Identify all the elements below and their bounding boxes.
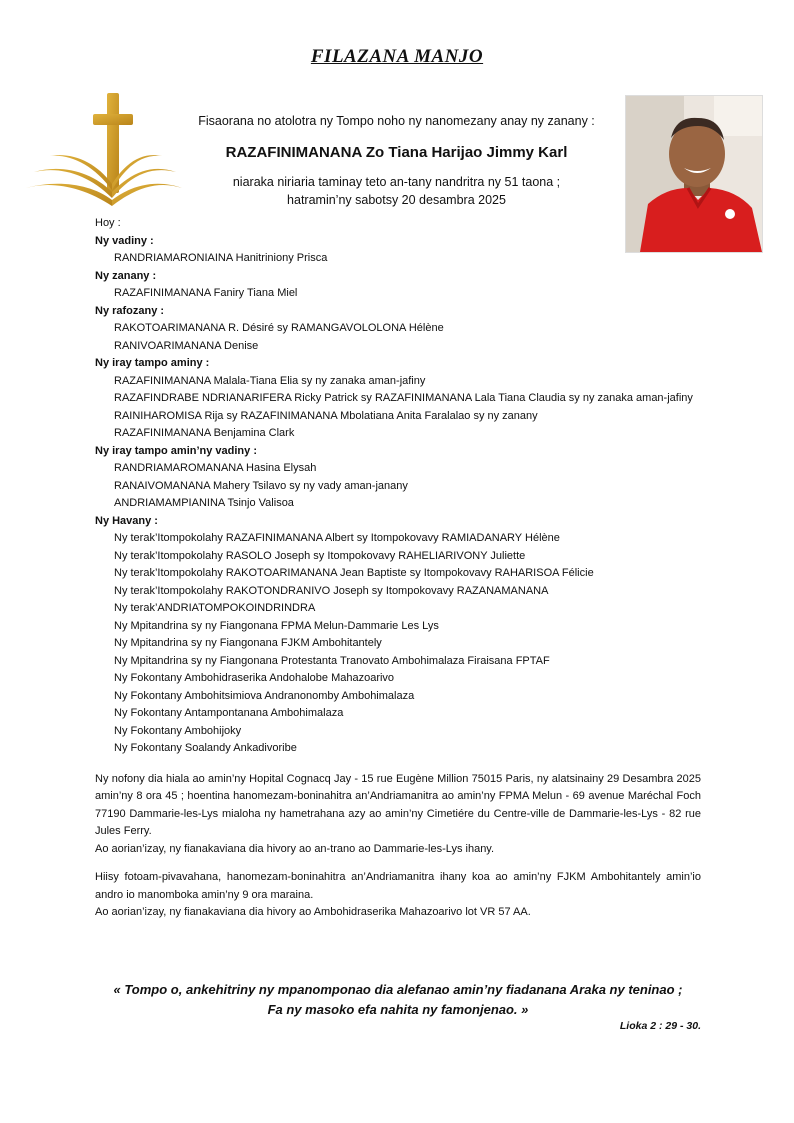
paragraph-gathering-1: Ao aorian’izay, ny fianakaviana dia hivory ao an-trano ao Dammarie-les-Lys ihany.: [95, 842, 495, 855]
date-of-death-line: hatramin’ny sabotsy 20 desambra 2025: [287, 193, 506, 207]
list-item: RANDRIAMARONIAINA Hanitriniony Prisca: [114, 252, 328, 264]
announcement-header: [170, 113, 623, 209]
section-label: Ny rafozany :: [95, 304, 165, 317]
list-item: Ny terak’Itompokolahy RAKOTONDRANIVO Joseph sy Itompokovavy RAZANAMANANA: [114, 584, 549, 597]
list-item: Ny terak’Itompokolahy RASOLO Joseph sy Itompokovavy RAHELIARIVONY Juliette: [114, 549, 526, 562]
list-item: RAKOTOARIMANANA R. Désiré sy RAMANGAVOLOLONA Hélène: [114, 322, 444, 334]
list-item: RAZAFINIMANANA Faniry Tiana Miel: [114, 287, 298, 299]
list-item: Ny Fokontany Soalandy Ankadivoribe: [114, 742, 297, 754]
list-item: Ny Fokontany Ambohijoky: [114, 724, 242, 737]
list-item: RAZAFINIMANANA Benjamina Clark: [114, 427, 295, 439]
paragraph-departure: Ny nofony dia hiala ao amin’ny Hopital Cognacq Jay - 15 rue Eugène Million 75015 Paris, ny alatsinainy 29 Desambra 2025 amin’ny 8 ora 45 ; hoentina hanomezam-boninahitra an’Andriamanitra ao amin’ny FPMA Melun - 69 avenue Maréchal Foch 77190 Dammarie-les-Lys mialoha ny hametrahana azy ao amin’ny Cimetiére du Centre-ville de Dammarie-les-Lys - 82 rue Jules Ferry.: [95, 772, 701, 837]
quote-reference: Lioka 2 : 29 - 30.: [619, 1020, 701, 1032]
section-iray-tampo-vadiny: [95, 443, 701, 513]
section-label: Ny iray tampo aminy :: [95, 357, 210, 369]
section-rafozany: [95, 303, 701, 356]
quote-line-1: « Tompo o, ankehitriny ny mpanomponao dia alefanao amin’ny fiadanana Araka ny teninao ;: [113, 982, 683, 997]
list-item: RAZAFINIMANANA Malala-Tiana Elia sy ny zanaka aman-jafiny: [114, 374, 426, 387]
hoy-label: Hoy :: [95, 217, 121, 229]
list-item: Ny Fokontany Ambohitsimiova Andranonomby Ambohimalaza: [114, 689, 415, 702]
list-item: RANAIVOMANANA Mahery Tsilavo sy ny vady aman-janany: [114, 479, 408, 492]
list-item: Ny Fokontany Antampontanana Ambohimalaza: [114, 707, 344, 719]
cross-and-open-bible-icon: [20, 88, 185, 208]
ceremony-details: [95, 771, 701, 922]
list-item: Ny terak’Itompokolahy RAZAFINIMANANA Albert sy Itompokovavy RAMIADANARY Hélène: [114, 532, 560, 544]
deceased-name: RAZAFINIMANANA Zo Tiana Harijao Jimmy Karl: [225, 144, 568, 161]
list-item: Ny Fokontany Ambohidraserika Andohalobe Mahazoarivo: [114, 672, 395, 684]
section-zanany: [95, 268, 701, 303]
section-vadiny: [95, 233, 701, 268]
section-label: Ny Havany :: [95, 514, 158, 527]
document-title: FILAZANA MANJO: [310, 46, 484, 67]
paragraph-gathering-2: Ao aorian’izay, ny fianakaviana dia hivory ao Ambohidraserika Mahazoarivo lot VR 57 AA.: [95, 906, 531, 918]
list-item: Ny Mpitandrina sy ny Fiangonana FJKM Ambohitantely: [114, 637, 382, 649]
paragraph-worship: Hiisy fotoam-pivavahana, hanomezam-boninahitra an’Andriamanitra ihany koa ao amin’ny FJKM Ambohitantely amin’io andro io manomboka amin’ny 9 ora maraina.: [95, 871, 701, 901]
section-havany: [95, 513, 701, 758]
section-label: Ny iray tampo amin’ny vadiny :: [95, 444, 257, 457]
list-item: RAINIHAROMISA Rija sy RAZAFINIMANANA Mbolatiana Anita Faralalao sy ny zanany: [114, 409, 538, 422]
list-item: Ny Mpitandrina sy ny Fiangonana Protestanta Tranovato Ambohimalaza Firaisana FPTAF: [114, 654, 550, 667]
life-duration-line: niaraka niriaria taminay teto an-tany nandritra ny 51 taona ;: [232, 175, 561, 189]
quote-line-2: Fa ny masoko efa nahita ny famonjenao. »: [267, 1002, 529, 1017]
bible-quote: [95, 980, 701, 1020]
list-item: Ny terak’ANDRIATOMPOKOINDRINDRA: [114, 602, 316, 614]
section-iray-tampo: [95, 355, 701, 443]
section-label: Ny zanany :: [95, 269, 157, 282]
list-item: RAZAFINDRABE NDRIANARIFERA Ricky Patrick sy RAZAFINIMANANA Lala Tiana Claudia sy ny zanaka aman-jafiny: [114, 392, 693, 404]
family-list: [95, 215, 701, 922]
list-item: ANDRIAMAMPIANINA Tsinjo Valisoa: [114, 497, 294, 509]
section-label: Ny vadiny :: [95, 234, 154, 247]
list-item: RANDRIAMAROMANANA Hasina Elysah: [114, 462, 317, 474]
list-item: RANIVOARIMANANA Denise: [114, 339, 259, 352]
list-item: Ny terak’Itompokolahy RAKOTOARIMANANA Jean Baptiste sy Itompokovavy RAHARISOA Félicie: [114, 567, 594, 579]
list-item: Ny Mpitandrina sy ny Fiangonana FPMA Melun-Dammarie Les Lys: [114, 619, 439, 632]
intro-line: Fisaorana no atolotra ny Tompo noho ny nanomezany anay ny zanany :: [198, 114, 595, 128]
